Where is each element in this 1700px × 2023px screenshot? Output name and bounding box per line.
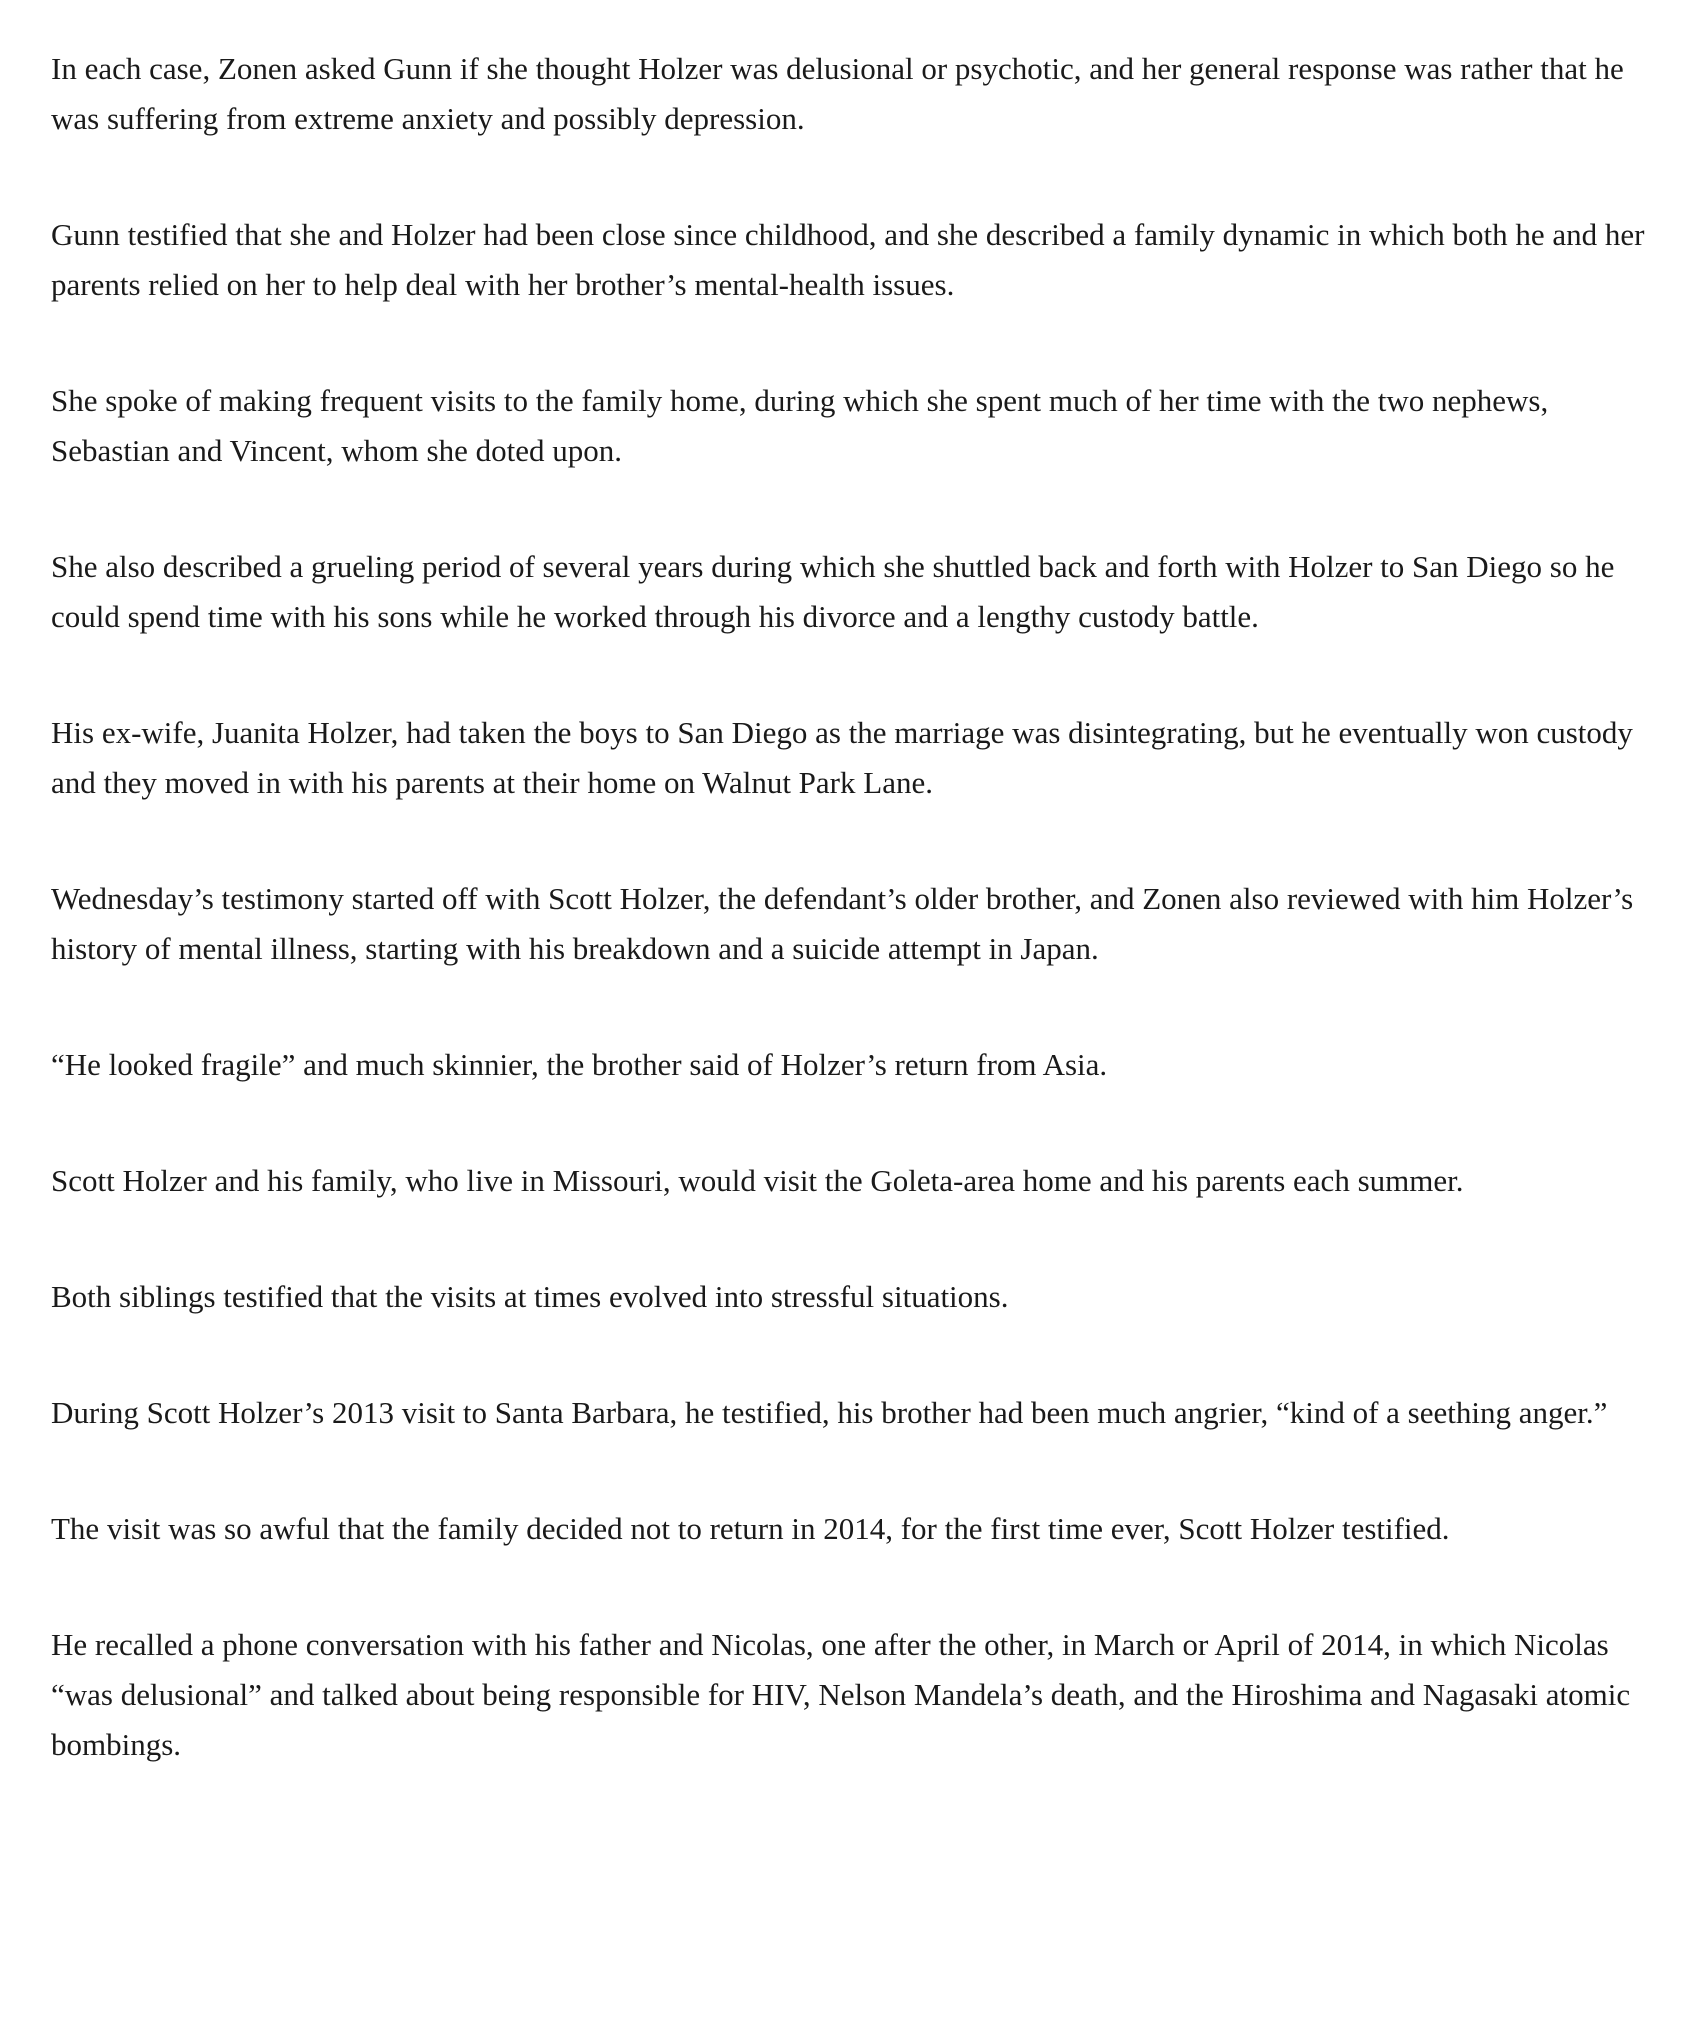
paragraph: The visit was so awful that the family decided not to return in 2014, for the first time ever, Scott Holzer testified. [51,1511,1450,1546]
paragraph: In each case, Zonen asked Gunn if she thought Holzer was delusional or psychotic, and her general response was rather that he was suffering from extreme anxiety and possibly depression. [51,51,1624,136]
paragraph: He recalled a phone conversation with his father and Nicolas, one after the other, in March or April of 2014, in which Nicolas “was delusional” and talked about being responsible for HIV, Nelson Mandela’s death, and the Hiroshima and Nagasaki atomic bombings. [51,1627,1631,1762]
paragraph: Wednesday’s testimony started off with Scott Holzer, the defendant’s older brother, and Zonen also reviewed with him Holzer’s history of mental illness, starting with his breakdown and a suicide attempt in Japan. [51,881,1634,966]
paragraph: His ex-wife, Juanita Holzer, had taken the boys to San Diego as the marriage was disintegrating, but he eventually won custody and they moved in with his parents at their home on Walnut Park Lane. [51,715,1633,800]
paragraph: Gunn testified that she and Holzer had been close since childhood, and she described a family dynamic in which both he and her parents relied on her to help deal with her brother’s mental-health issues. [51,217,1645,302]
paragraph: She also described a grueling period of several years during which she shuttled back and forth with Holzer to San Diego so he could spend time with his sons while he worked through his divorce and a lengthy custody battle. [51,549,1615,634]
paragraph: Both siblings testified that the visits at times evolved into stressful situations. [51,1279,1009,1314]
paragraph: During Scott Holzer’s 2013 visit to Santa Barbara, he testified, his brother had been much angrier, “kind of a seething anger.” [51,1395,1608,1430]
article-body [51,44,1661,1836]
paragraph: She spoke of making frequent visits to the family home, during which she spent much of her time with the two nephews, Sebastian and Vincent, whom she doted upon. [51,383,1549,468]
paragraph: “He looked fragile” and much skinnier, the brother said of Holzer’s return from Asia. [51,1047,1108,1082]
paragraph: Scott Holzer and his family, who live in Missouri, would visit the Goleta-area home and his parents each summer. [51,1163,1464,1198]
